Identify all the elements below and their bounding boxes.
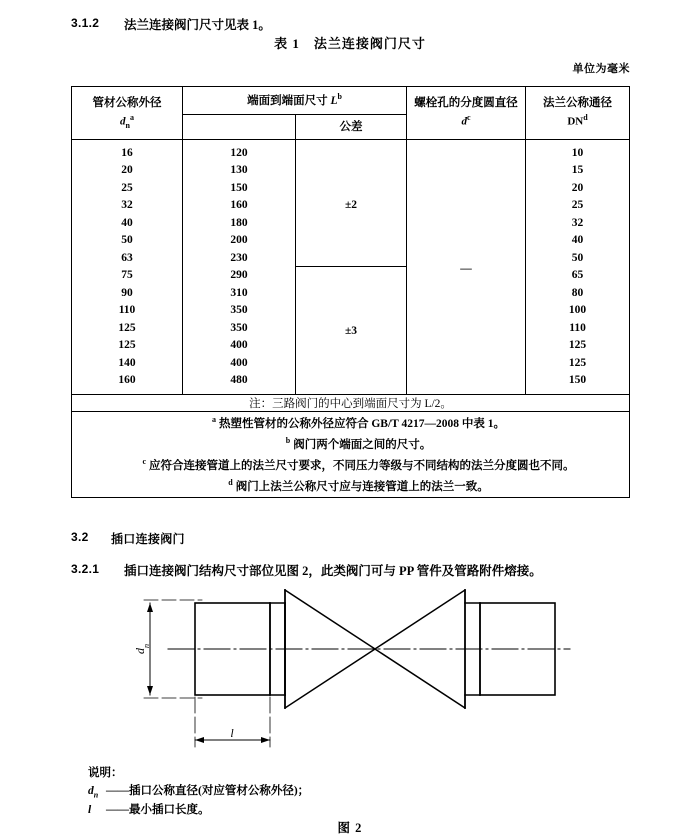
figure-legend-desc-l: 最小插口长度。 — [129, 803, 210, 816]
clause-3-2-title: 插口连接阀门 — [111, 532, 185, 546]
footnote-a-marker: a — [211, 414, 216, 424]
cell-flange-nominal-bore: 125 — [526, 354, 630, 372]
table-note: 注：三路阀门的中心到端面尺寸为 L/2。 — [72, 395, 630, 412]
right-cone-upper — [375, 590, 465, 649]
cell-face-to-face: 480 — [183, 372, 296, 395]
figure-legend-symbol-l: l — [88, 803, 92, 816]
cell-pipe-outer-diameter: 160 — [72, 372, 183, 395]
cell-pipe-outer-diameter: 25 — [72, 179, 183, 197]
table-row — [72, 267, 630, 285]
footnote-d-text: 阀门上法兰公称尺寸应与连接管道上的法兰一致。 — [235, 481, 489, 494]
cell-face-to-face: 350 — [183, 319, 296, 337]
footnote-d-marker: d — [228, 478, 233, 488]
cell-pipe-outer-diameter: 140 — [72, 354, 183, 372]
figure-legend-dash-dn: —— — [106, 784, 129, 797]
header-pipe-outer-diameter-line1: 管材公称外径 — [92, 97, 162, 110]
footnote-d — [72, 476, 629, 497]
cell-flange-nominal-bore: 20 — [526, 179, 630, 197]
cell-flange-nominal-bore: 150 — [526, 372, 630, 395]
header-face-to-face-nominal — [183, 114, 296, 140]
cell-pipe-outer-diameter: 75 — [72, 267, 183, 285]
header-flange-nominal-bore-line1: 法兰公称通径 — [543, 97, 613, 110]
diameter-dimension-label: $d_n$ — [133, 644, 151, 654]
cell-face-to-face: 120 — [183, 140, 296, 162]
figure-2-socket-valve-diagram — [130, 585, 575, 760]
cell-face-to-face: 200 — [183, 232, 296, 250]
cell-face-to-face: 230 — [183, 249, 296, 267]
table-footnote-row-a — [72, 412, 630, 434]
cell-bolt-circle-diameter: — — [407, 140, 526, 395]
table-body — [72, 140, 630, 395]
figure-legend-dash-l: —— — [106, 803, 129, 816]
cell-flange-nominal-bore: 10 — [526, 140, 630, 162]
figure-legend-item-dn — [88, 783, 309, 802]
clause-3-1-2-number: 3.1.2 — [71, 16, 100, 30]
header-flange-nominal-bore-symbol: $DN^d$ — [567, 113, 588, 128]
header-bolt-circle-symbol: $d^c$ — [461, 113, 471, 128]
header-pipe-outer-diameter — [72, 87, 183, 140]
cell-flange-nominal-bore: 25 — [526, 197, 630, 215]
table-note-row — [72, 395, 630, 412]
figure-2-caption: 图 2 — [337, 821, 363, 835]
cell-face-to-face: 130 — [183, 162, 296, 180]
footnote-b-marker: b — [285, 435, 291, 445]
clause-3-2-number: 3.2 — [71, 530, 89, 544]
clause-3-2-1-number: 3.2.1 — [71, 562, 100, 576]
table-footnote-row-d — [72, 476, 630, 498]
footnote-a-text: 热塑性管材的公称外径应符合 GB/T 4217—2008 中表 1。 — [218, 417, 506, 430]
table-header-row-1 — [72, 87, 630, 115]
table-footnote-row-c — [72, 455, 630, 476]
cell-face-to-face: 180 — [183, 214, 296, 232]
figure-legend-item-l — [88, 802, 309, 820]
header-bolt-circle-diameter — [407, 87, 526, 140]
clause-3-2-1-text: 插口连接阀门结构尺寸部位见图 2，此类阀门可与 PP 管件及管路附件熔接。 — [124, 564, 542, 578]
cell-pipe-outer-diameter: 32 — [72, 197, 183, 215]
table-footer — [72, 395, 630, 498]
cell-face-to-face: 400 — [183, 337, 296, 355]
cell-flange-nominal-bore: 110 — [526, 319, 630, 337]
table-header — [72, 87, 630, 140]
cell-pipe-outer-diameter: 90 — [72, 284, 183, 302]
cell-flange-nominal-bore: 32 — [526, 214, 630, 232]
cell-pipe-outer-diameter: 16 — [72, 140, 183, 162]
cell-pipe-outer-diameter: 125 — [72, 319, 183, 337]
footnote-a — [72, 412, 629, 433]
cell-pipe-outer-diameter: 63 — [72, 249, 183, 267]
left-cone-upper — [285, 590, 375, 649]
cell-face-to-face: 290 — [183, 267, 296, 285]
cell-face-to-face: 150 — [183, 179, 296, 197]
cell-pipe-outer-diameter: 50 — [72, 232, 183, 250]
cell-pipe-outer-diameter: 125 — [72, 337, 183, 355]
diameter-arrow-top — [147, 603, 153, 612]
footnote-c-text: 应符合连接管道上的法兰尺寸要求，不同压力等级与不同结构的法兰分度圆也不同。 — [149, 459, 575, 472]
footnote-c — [72, 455, 629, 476]
header-bolt-circle-line1: 螺栓孔的分度圆直径 — [414, 97, 518, 110]
cell-pipe-outer-diameter: 20 — [72, 162, 183, 180]
figure-legend-desc-dn: 插口公称直径(对应管材公称外径)； — [129, 784, 310, 797]
header-pipe-outer-diameter-symbol: $d_n^a$ — [120, 112, 134, 130]
cell-pipe-outer-diameter: 40 — [72, 214, 183, 232]
cell-flange-nominal-bore: 40 — [526, 232, 630, 250]
figure-legend-title: 说明： — [88, 767, 123, 779]
cell-face-to-face: 310 — [183, 284, 296, 302]
cell-pipe-outer-diameter: 110 — [72, 302, 183, 320]
table-unit-note: 单位为毫米 — [572, 63, 630, 75]
flange-valve-dimension-table — [71, 86, 630, 498]
cell-flange-nominal-bore: 80 — [526, 284, 630, 302]
cell-face-to-face-tolerance: ±2 — [296, 140, 407, 267]
length-dimension-label: l — [230, 726, 234, 740]
length-arrow-left — [195, 737, 204, 743]
table-footnote-row-b — [72, 433, 630, 454]
diameter-arrow-bottom — [147, 686, 153, 695]
cell-face-to-face: 400 — [183, 354, 296, 372]
cell-flange-nominal-bore: 15 — [526, 162, 630, 180]
footnote-b-text: 阀门两个端面之间的尺寸。 — [293, 438, 432, 451]
clause-3-1-2-text: 法兰连接阀门尺寸见表 1。 — [124, 18, 271, 32]
length-arrow-right — [261, 737, 270, 743]
cell-face-to-face: 350 — [183, 302, 296, 320]
cell-face-to-face: 160 — [183, 197, 296, 215]
header-face-to-face: 端面到端面尺寸 $L^b$ — [183, 87, 407, 115]
footnote-b — [72, 433, 629, 454]
left-cone-lower — [285, 649, 375, 708]
cell-flange-nominal-bore: 100 — [526, 302, 630, 320]
footnote-c-marker: c — [142, 457, 147, 467]
cell-face-to-face-tolerance: ±3 — [296, 267, 407, 395]
cell-flange-nominal-bore: 50 — [526, 249, 630, 267]
table-caption: 表 1 法兰连接阀门尺寸 — [274, 36, 426, 51]
right-cone-lower — [375, 649, 465, 708]
header-flange-nominal-bore — [526, 87, 630, 140]
header-face-to-face-tolerance: 公差 — [296, 114, 407, 140]
figure-legend — [88, 765, 309, 819]
table-row — [72, 140, 630, 162]
figure-legend-symbol-dn: $d_n$ — [88, 784, 99, 800]
cell-flange-nominal-bore: 65 — [526, 267, 630, 285]
cell-flange-nominal-bore: 125 — [526, 337, 630, 355]
